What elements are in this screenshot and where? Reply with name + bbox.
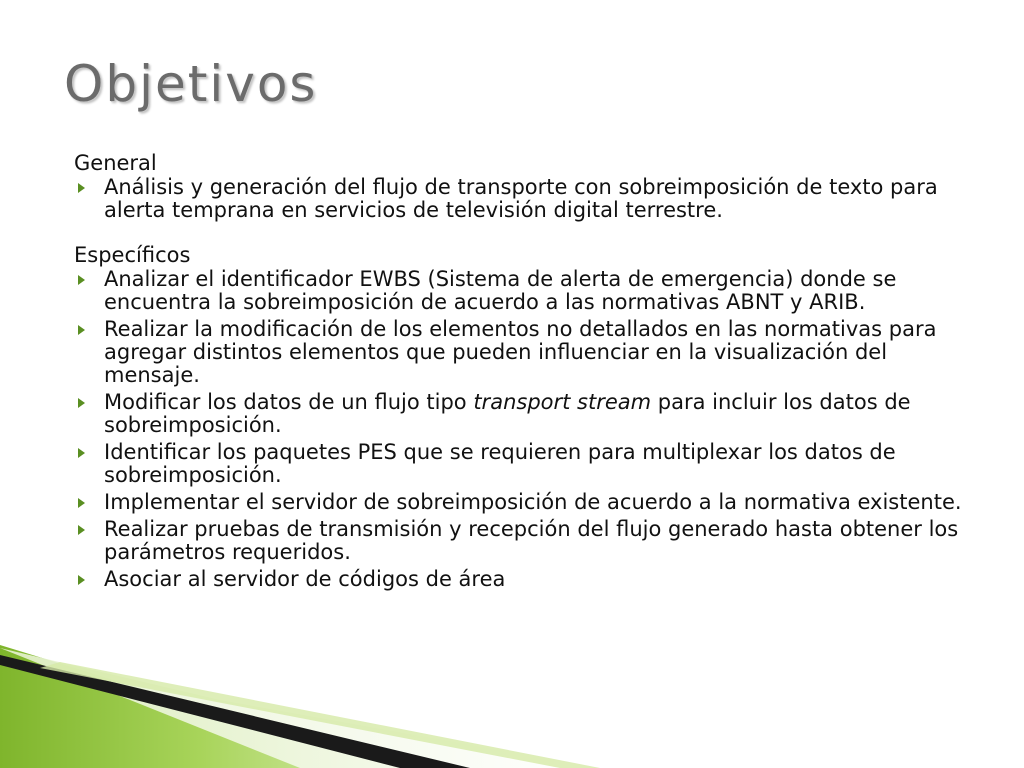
list-item-text-pre: Modificar los datos de un flujo tipo — [104, 390, 474, 414]
list-item-text: Asociar al servidor de códigos de área — [104, 567, 506, 591]
bullet-arrow-icon — [78, 398, 85, 408]
list-item-text: Analizar el identificador EWBS (Sistema de alerta de emergencia) donde se encuentra la sobreimposición de acuerdo a las normativas ABNT y ARIB. — [104, 267, 897, 314]
list-item — [74, 176, 974, 222]
bullet-arrow-icon — [78, 525, 85, 535]
bullet-arrow-icon — [78, 498, 85, 508]
especificos-list — [74, 268, 974, 591]
list-item — [74, 441, 974, 487]
list-item-text: Identificar los paquetes PES que se requieren para multiplexar los datos de sobreimposición. — [104, 440, 896, 487]
list-item-text: Realizar la modificación de los elementos no detallados en las normativas para agregar distintos elementos que pueden influenciar en la visualización del mensaje. — [104, 317, 937, 387]
list-item-text: Análisis y generación del flujo de transporte con sobreimposición de texto para alerta temprana en servicios de televisión digital terrestre. — [104, 175, 938, 222]
dark-stripe — [0, 655, 470, 768]
section-heading-general: General — [74, 151, 157, 175]
bullet-arrow-icon — [78, 448, 85, 458]
light-stripe — [40, 662, 600, 768]
list-item-text: Realizar pruebas de transmisión y recepción del flujo generado hasta obtener los parámetros requeridos. — [104, 517, 959, 564]
list-item — [74, 268, 974, 314]
page-title: Objetivos — [64, 55, 318, 113]
list-item — [74, 518, 974, 564]
bullet-arrow-icon — [78, 275, 85, 285]
list-item-text-emphasis: transport stream — [473, 390, 652, 414]
light-swoosh — [0, 648, 600, 768]
general-list — [74, 176, 974, 222]
list-item-text: Implementar el servidor de sobreimposición de acuerdo a la normativa existente. — [104, 490, 962, 514]
list-item-text-post: para incluir los datos de sobreimposición. — [104, 390, 911, 437]
list-item — [74, 318, 974, 387]
bullet-arrow-icon — [78, 325, 85, 335]
list-item — [74, 568, 974, 591]
list-item — [74, 491, 974, 514]
content-body — [74, 150, 974, 595]
list-item — [74, 391, 974, 437]
section-heading-especificos: Específicos — [74, 243, 191, 267]
green-swoosh — [0, 645, 400, 768]
bullet-arrow-icon — [78, 575, 85, 585]
bullet-arrow-icon — [78, 183, 85, 193]
